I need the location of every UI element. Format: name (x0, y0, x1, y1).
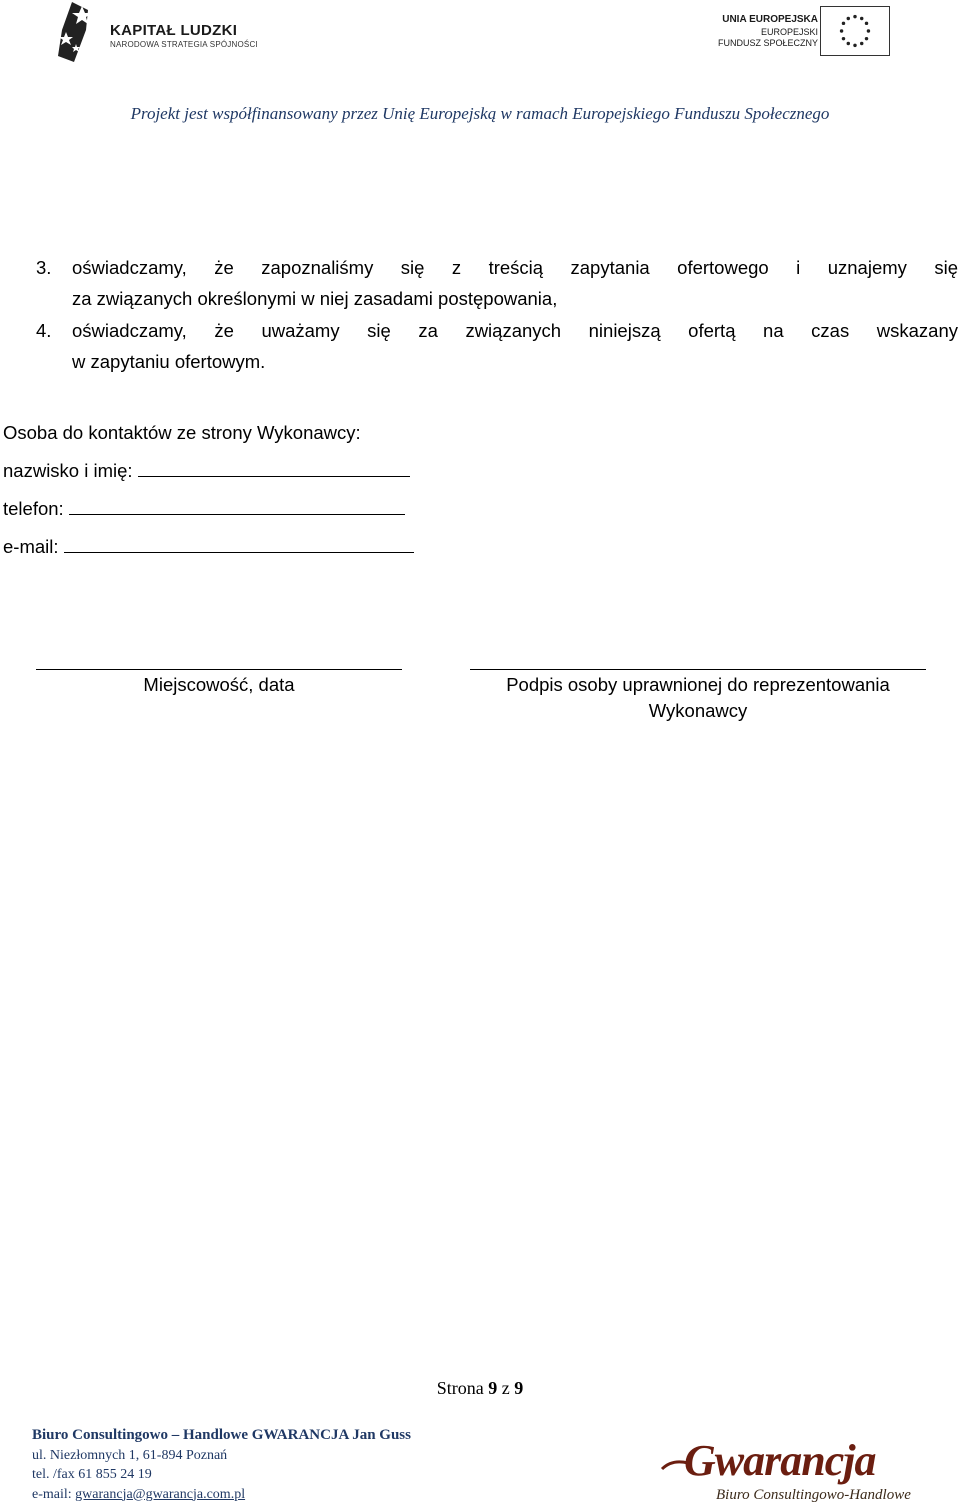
page-current: 9 (488, 1378, 498, 1398)
phone-field[interactable] (69, 496, 405, 515)
page-prefix: Strona (436, 1378, 484, 1398)
email-row (3, 528, 414, 566)
statement-line: oświadczamy, że uważamy się za związanych niniejszą ofertą na czas wskazany (72, 320, 958, 341)
signature-label-line1: Podpis osoby uprawnionej do reprezentowania (506, 674, 890, 695)
email-label: e-mail: (3, 536, 59, 557)
footer-address: ul. Niezłomnych 1, 61-894 Poznań (32, 1447, 228, 1463)
email-field[interactable] (64, 534, 414, 553)
page-number (0, 1378, 960, 1399)
gwarancja-logo-script: Gwarancja (684, 1436, 876, 1485)
signature-label-line2: Wykonawcy (648, 700, 748, 721)
name-row (3, 452, 414, 490)
footer-company: Biuro Consultingowo – Handlowe GWARANCJA Jan Guss (32, 1427, 411, 1443)
place-date-label: Miejscowość, data (143, 674, 295, 695)
contact-heading: Osoba do kontaktów ze strony Wykonawcy: (3, 422, 361, 443)
phone-label: telefon: (3, 498, 64, 519)
signature-line[interactable] (470, 669, 926, 670)
eu-logo-line2: EUROPEJSKI (760, 27, 818, 37)
statement-item-3 (36, 252, 958, 314)
phone-row (3, 490, 414, 528)
place-date-line[interactable] (36, 669, 402, 670)
footer-email-link[interactable]: gwarancja@gwarancja.com.pl (75, 1486, 246, 1502)
footer-contact (32, 1426, 411, 1504)
footer-phone: tel. /fax 61 855 24 19 (32, 1467, 152, 1482)
kapital-ludzki-logo (52, 0, 258, 64)
statement-number: 4. (36, 320, 52, 341)
statement-item-4 (36, 315, 958, 377)
eu-flag-icon (820, 6, 890, 56)
cofinancing-note: Projekt jest współfinansowany przez Unię Europejską w ramach Europejskiego Funduszu Społecznego (130, 104, 830, 123)
eu-logo (700, 6, 900, 60)
statement-line: oświadczamy, że zapoznaliśmy się z treścią zapytania ofertowego i uznajemy się (72, 257, 958, 278)
page-total: 9 (514, 1378, 524, 1398)
kapital-ludzki-title: KAPITAŁ LUDZKI (110, 22, 238, 39)
statement-line: w zapytaniu ofertowym. (72, 351, 266, 372)
kapital-ludzki-subtitle: NARODOWA STRATEGIA SPÓJNOŚCI (110, 40, 258, 49)
eu-logo-line3: FUNDUSZ SPOŁECZNY (717, 38, 818, 48)
name-field[interactable] (138, 458, 410, 477)
footer-email-label: e-mail: (32, 1486, 72, 1502)
signature-label (470, 672, 926, 724)
gwarancja-logo-subtitle: Biuro Consultingowo-Handlowe (716, 1487, 911, 1503)
eu-logo-line1: UNIA EUROPEJSKA (722, 14, 818, 25)
page-sep: z (501, 1378, 510, 1398)
contact-section (3, 414, 414, 566)
footer-email-row (32, 1485, 411, 1505)
statement-number: 3. (36, 257, 52, 278)
name-label: nazwisko i imię: (3, 460, 133, 481)
gwarancja-logo (660, 1435, 910, 1507)
kapital-ludzki-emblem-icon (52, 0, 108, 64)
statement-line: za związanych określonymi w niej zasadami postępowania, (72, 288, 558, 309)
